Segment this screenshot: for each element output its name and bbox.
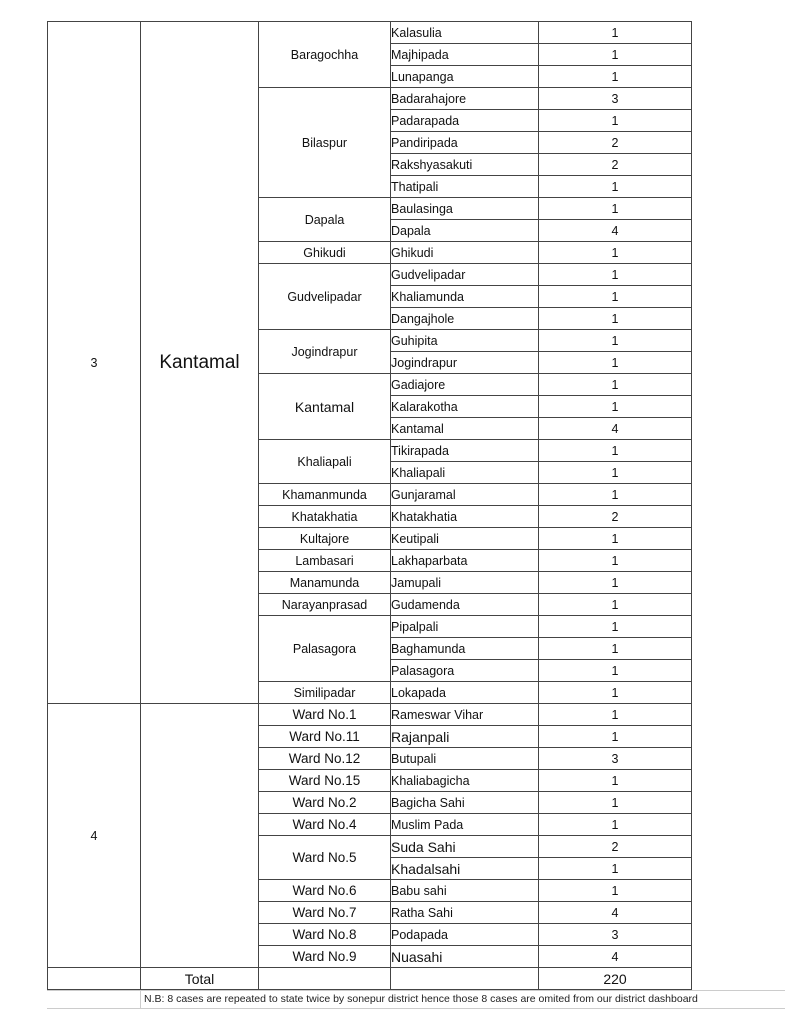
gp-name: Gudvelipadar <box>259 264 391 330</box>
village-name: Lakhaparbata <box>391 550 539 572</box>
gp-name: Jogindrapur <box>259 330 391 374</box>
case-count: 1 <box>539 22 692 44</box>
gp-name: Narayanprasad <box>259 594 391 616</box>
case-count: 1 <box>539 880 692 902</box>
village-name: Ghikudi <box>391 242 539 264</box>
gp-name: Palasagora <box>259 616 391 682</box>
village-name: Lokapada <box>391 682 539 704</box>
footnote-text: N.B: 8 cases are repeated to state twice by sonepur district hence those 8 cases are omited from our district dashboard <box>144 993 698 1005</box>
village-name: Gudamenda <box>391 594 539 616</box>
case-count: 4 <box>539 946 692 968</box>
case-count: 1 <box>539 726 692 748</box>
gp-name: Ward No.9 <box>259 946 391 968</box>
case-count: 1 <box>539 660 692 682</box>
case-count: 1 <box>539 286 692 308</box>
gp-name: Kantamal <box>259 374 391 440</box>
village-name: Padarapada <box>391 110 539 132</box>
block-name: Kantamal <box>141 22 259 704</box>
gp-name: Ward No.15 <box>259 770 391 792</box>
village-name: Keutipali <box>391 528 539 550</box>
village-name: Dapala <box>391 220 539 242</box>
gp-name: Khamanmunda <box>259 484 391 506</box>
village-name: Khaliapali <box>391 462 539 484</box>
village-name: Gudvelipadar <box>391 264 539 286</box>
village-name: Pipalpali <box>391 616 539 638</box>
village-name: Gunjaramal <box>391 484 539 506</box>
gp-name: Similipadar <box>259 682 391 704</box>
case-count: 1 <box>539 66 692 88</box>
village-name: Rakshyasakuti <box>391 154 539 176</box>
village-name: Podapada <box>391 924 539 946</box>
total-empty-cell <box>391 968 539 990</box>
case-count: 1 <box>539 176 692 198</box>
total-value: 220 <box>539 968 692 990</box>
gp-name: Ward No.6 <box>259 880 391 902</box>
village-name: Pandiripada <box>391 132 539 154</box>
case-count: 1 <box>539 396 692 418</box>
gp-name: Ward No.1 <box>259 704 391 726</box>
gp-name: Ghikudi <box>259 242 391 264</box>
case-count: 3 <box>539 924 692 946</box>
village-name: Babu sahi <box>391 880 539 902</box>
case-count: 1 <box>539 352 692 374</box>
gp-name: Bilaspur <box>259 88 391 198</box>
gp-name: Baragochha <box>259 22 391 88</box>
case-count: 1 <box>539 858 692 880</box>
village-name: Guhipita <box>391 330 539 352</box>
case-count: 1 <box>539 550 692 572</box>
case-count: 1 <box>539 462 692 484</box>
gp-name: Khatakhatia <box>259 506 391 528</box>
village-name: Lunapanga <box>391 66 539 88</box>
case-count: 3 <box>539 88 692 110</box>
case-count: 1 <box>539 528 692 550</box>
village-name: Rajanpali <box>391 726 539 748</box>
village-name: Khadalsahi <box>391 858 539 880</box>
village-name: Bagicha Sahi <box>391 792 539 814</box>
village-name: Majhipada <box>391 44 539 66</box>
case-count: 1 <box>539 594 692 616</box>
village-name: Gadiajore <box>391 374 539 396</box>
case-count: 2 <box>539 132 692 154</box>
village-name: Jamupali <box>391 572 539 594</box>
cases-table <box>47 21 692 990</box>
gp-name: Ward No.11 <box>259 726 391 748</box>
case-count: 1 <box>539 44 692 66</box>
case-count: 1 <box>539 616 692 638</box>
gp-name: Kultajore <box>259 528 391 550</box>
case-count: 2 <box>539 836 692 858</box>
village-name: Butupali <box>391 748 539 770</box>
block-name <box>141 704 259 968</box>
village-name: Ratha Sahi <box>391 902 539 924</box>
village-name: Muslim Pada <box>391 814 539 836</box>
gp-name: Ward No.4 <box>259 814 391 836</box>
village-name: Baulasinga <box>391 198 539 220</box>
village-name: Kalarakotha <box>391 396 539 418</box>
village-name: Badarahajore <box>391 88 539 110</box>
footnote-spacer <box>47 991 141 1008</box>
case-count: 4 <box>539 418 692 440</box>
cases-table-body <box>48 22 692 968</box>
case-count: 4 <box>539 220 692 242</box>
gp-name: Khaliapali <box>259 440 391 484</box>
case-count: 1 <box>539 308 692 330</box>
case-count: 1 <box>539 242 692 264</box>
village-name: Khaliabagicha <box>391 770 539 792</box>
case-count: 1 <box>539 330 692 352</box>
gp-name: Lambasari <box>259 550 391 572</box>
table-row <box>48 22 692 44</box>
village-name: Rameswar Vihar <box>391 704 539 726</box>
footnote <box>47 990 785 1009</box>
gp-name: Ward No.7 <box>259 902 391 924</box>
case-count: 3 <box>539 748 692 770</box>
case-count: 1 <box>539 770 692 792</box>
case-count: 1 <box>539 638 692 660</box>
case-count: 2 <box>539 154 692 176</box>
total-row <box>48 968 692 990</box>
village-name: Tikirapada <box>391 440 539 462</box>
case-count: 1 <box>539 572 692 594</box>
serial-number: 4 <box>48 704 141 968</box>
gp-name: Manamunda <box>259 572 391 594</box>
case-count: 4 <box>539 902 692 924</box>
village-name: Nuasahi <box>391 946 539 968</box>
village-name: Baghamunda <box>391 638 539 660</box>
case-count: 1 <box>539 682 692 704</box>
village-name: Khatakhatia <box>391 506 539 528</box>
total-empty-cell <box>48 968 141 990</box>
village-name: Palasagora <box>391 660 539 682</box>
case-count: 1 <box>539 110 692 132</box>
case-count: 1 <box>539 792 692 814</box>
case-count: 1 <box>539 704 692 726</box>
gp-name: Ward No.5 <box>259 836 391 880</box>
total-empty-cell <box>259 968 391 990</box>
village-name: Suda Sahi <box>391 836 539 858</box>
gp-name: Ward No.2 <box>259 792 391 814</box>
table-row <box>48 704 692 726</box>
case-count: 1 <box>539 484 692 506</box>
village-name: Khaliamunda <box>391 286 539 308</box>
case-count: 1 <box>539 198 692 220</box>
village-name: Kalasulia <box>391 22 539 44</box>
village-name: Kantamal <box>391 418 539 440</box>
case-count: 1 <box>539 264 692 286</box>
case-count: 1 <box>539 440 692 462</box>
case-count: 1 <box>539 374 692 396</box>
case-count: 2 <box>539 506 692 528</box>
gp-name: Dapala <box>259 198 391 242</box>
serial-number: 3 <box>48 22 141 704</box>
gp-name: Ward No.12 <box>259 748 391 770</box>
total-label: Total <box>141 968 259 990</box>
gp-name: Ward No.8 <box>259 924 391 946</box>
village-name: Thatipali <box>391 176 539 198</box>
village-name: Jogindrapur <box>391 352 539 374</box>
village-name: Dangajhole <box>391 308 539 330</box>
case-count: 1 <box>539 814 692 836</box>
